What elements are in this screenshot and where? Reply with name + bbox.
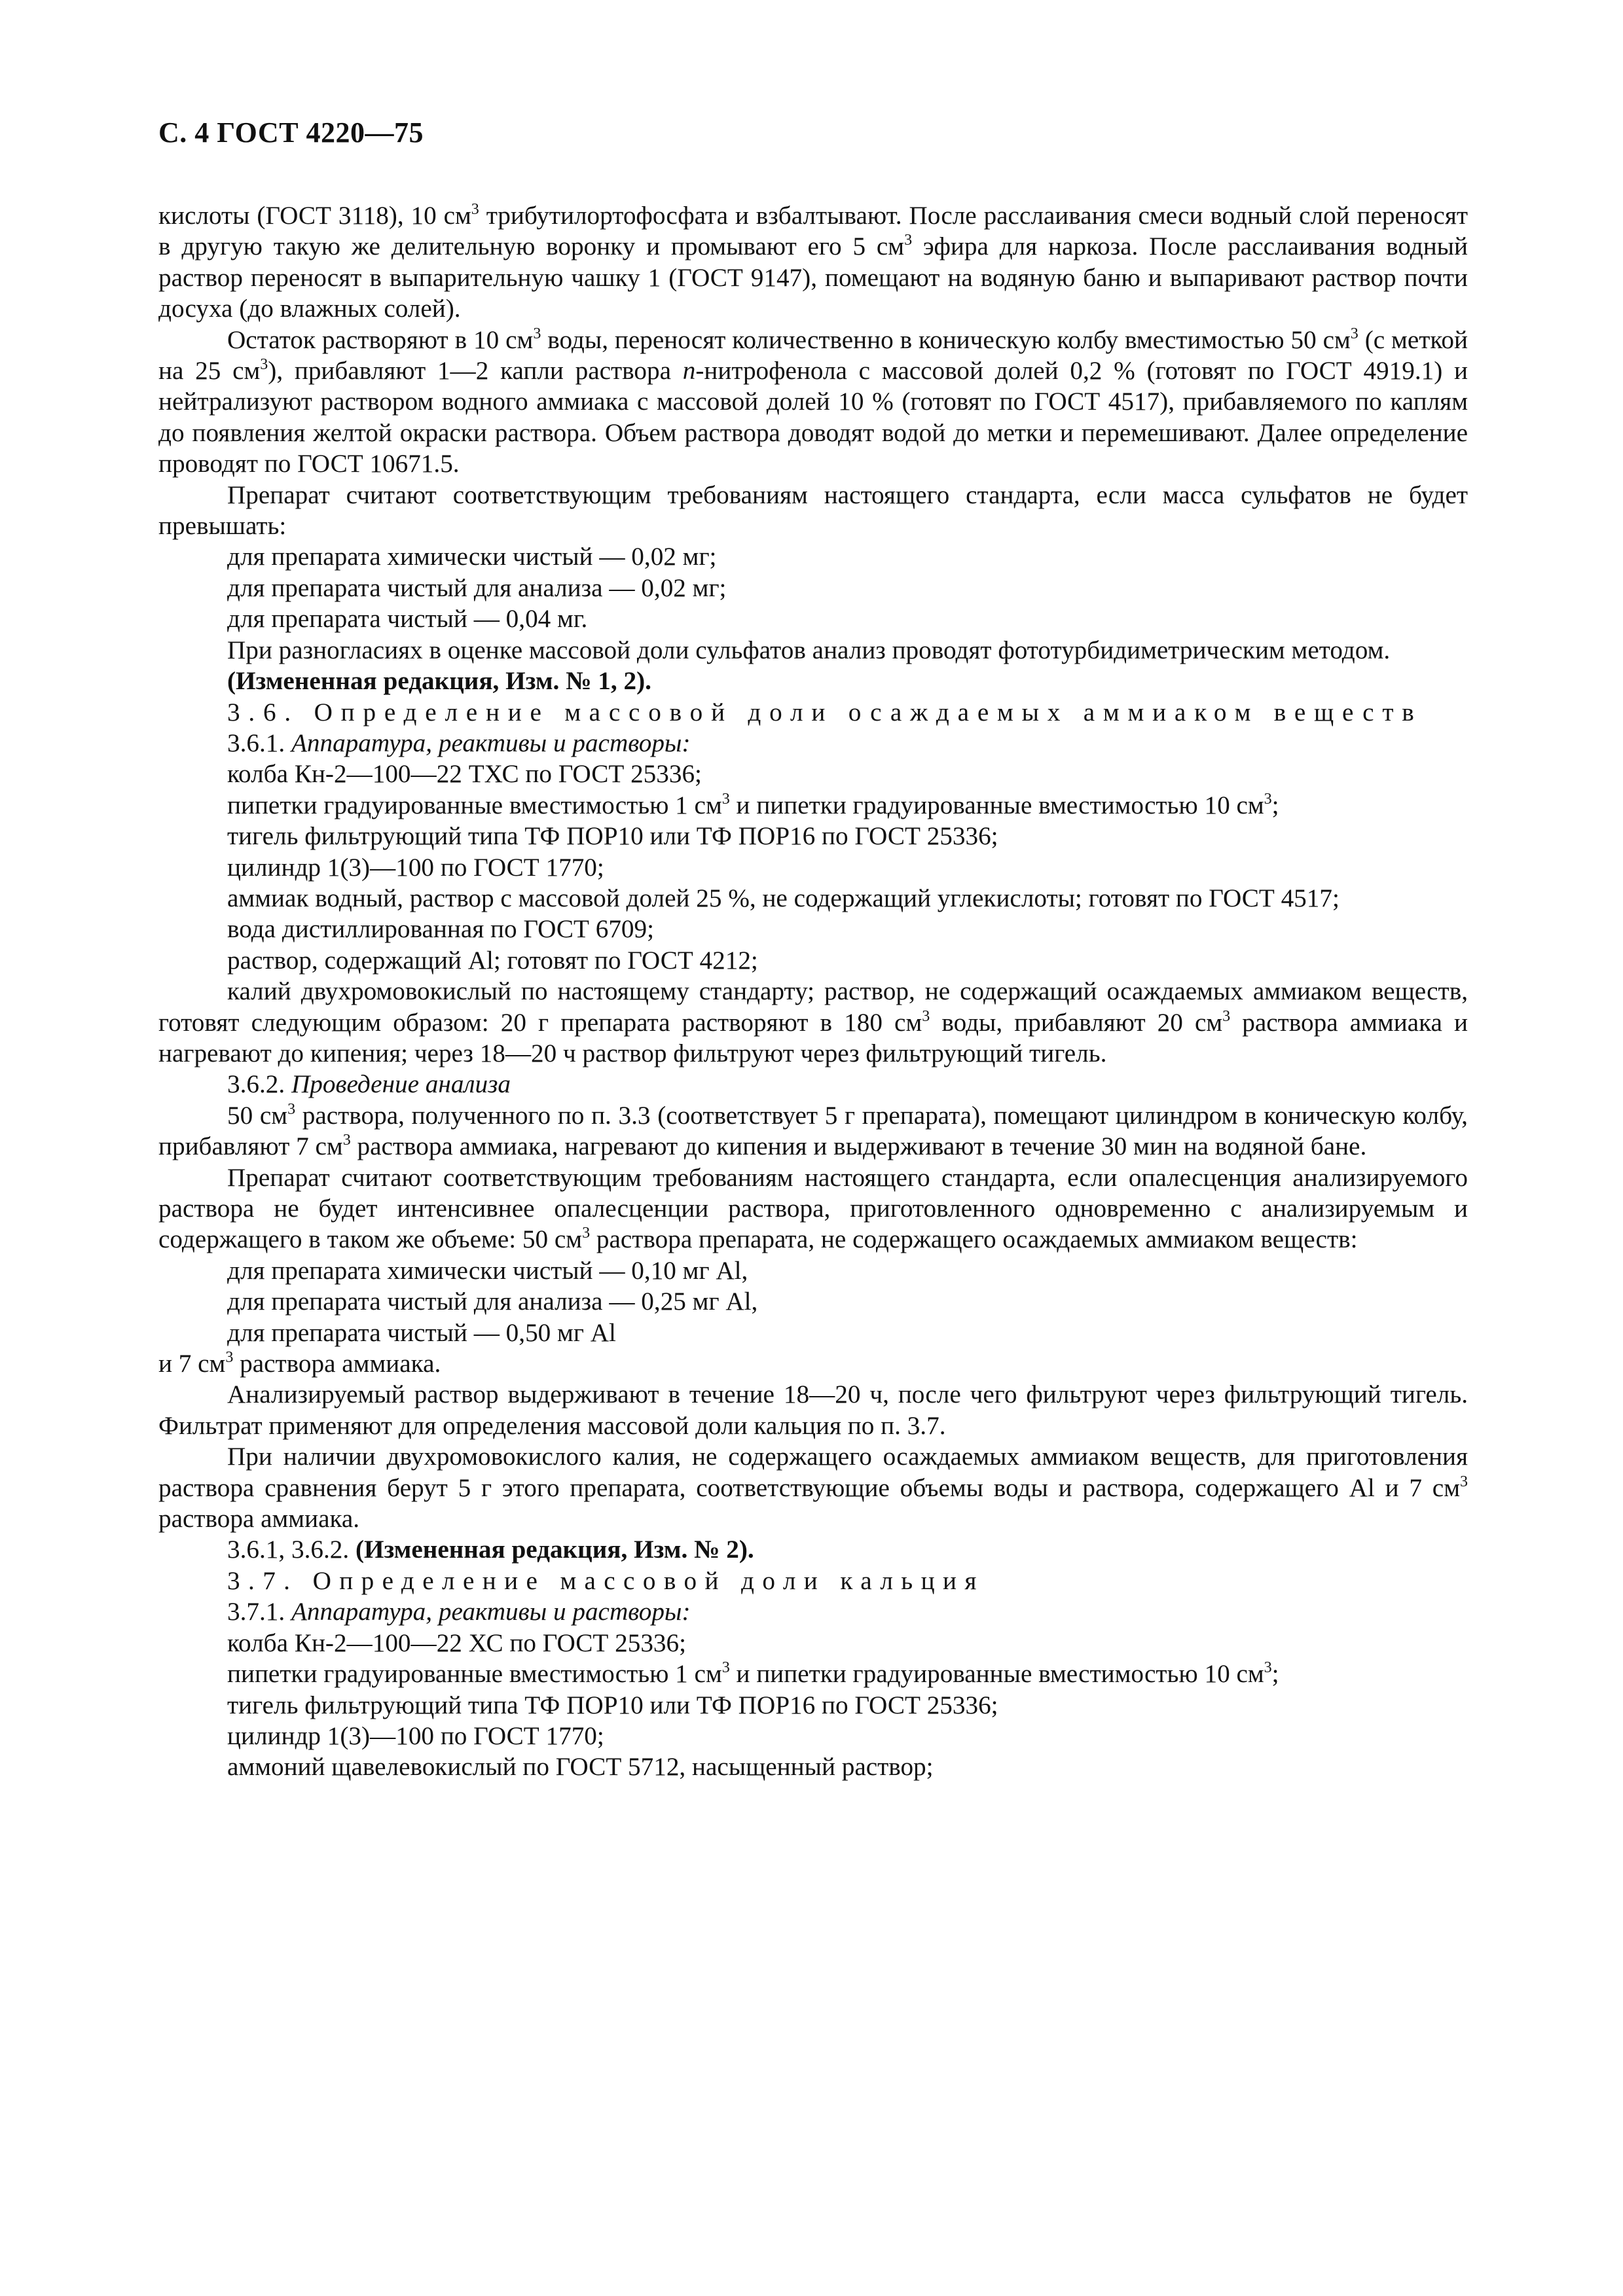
list-item: колба Кн-2—100—22 ХС по ГОСТ 25336; xyxy=(227,1628,686,1657)
paragraph-reference-solution: При наличии двухромовокислого калия, не содержащего осаждаемых аммиаком веществ, для приготовления раствора сравнения берут 5 г этого препарата, соответствующие объемы воды и раствора, содержащего Al и 7 $см^3$ раствора аммиака. xyxy=(158,1443,1468,1534)
list-item: аммоний щавелевокислый по ГОСТ 5712, насыщенный раствор; xyxy=(227,1753,934,1782)
list-item: для препарата химически чистый — 0,02 мг; xyxy=(227,543,717,571)
list-item: аммиак водный, раствор с массовой долей 25 %, не содержащий углекислоты; готовят по ГОСТ 4517; xyxy=(227,884,1340,912)
paragraph-residue: Остаток растворяют в 10 $см^3$ воды, переносят количественно в коническую колбу вместимостью 50 $см^3$ (с меткой на 25 $см^3$), прибавляют 1—2 капли раствора n-нитрофенола с массовой долей 0,2 % (готовят по ГОСТ 4919.1) и нейтрализуют раствором водного аммиака с массовой долей 10 % (готовят по ГОСТ 4517), прибавляемого по каплям до появления желтой окраски раствора. Объем раствора доводят водой до метки и перемешивают. Далее определение проводят по ГОСТ 10671.5. xyxy=(158,325,1468,478)
paragraph-sulfate-limit: Препарат считают соответствующим требованиям настоящего стандарта, если масса сульфатов не будет превышать: xyxy=(158,480,1468,541)
list-item: и 7 $см^3$ раствора аммиака. xyxy=(158,1349,441,1378)
amendment-note: 3.6.1, 3.6.2. (Измененная редакция, Изм. № 2). xyxy=(227,1535,754,1564)
amendment-note: (Измененная редакция, Изм. № 1, 2). xyxy=(227,667,651,696)
list-item: цилиндр 1(3)—100 по ГОСТ 1770; xyxy=(227,1721,604,1750)
paragraph-procedure: 50 $см^3$ раствора, полученного по п. 3.3 (соответствует 5 г препарата), помещают цилиндром в коническую колбу, прибавляют 7 $см^3$ раствора аммиака, нагревают до кипения и выдерживают в течение 30 мин на водяной бане. xyxy=(158,1100,1468,1161)
list-item: для препарата чистый для анализа — 0,25 мг Al, xyxy=(227,1287,758,1316)
section-heading-3-7: 3.7. Определение массовой доли кальция xyxy=(227,1566,985,1595)
list-item: пипетки градуированные вместимостью 1 $см^3$ и пипетки градуированные вместимостью 10 $см^3$; xyxy=(227,790,1279,819)
paragraph-extraction-continued: кислоты (ГОСТ 3118), 10 $см^3$ трибутилортофосфата и взбалтывают. После расслаивания смеси водный слой переносят в другую такую же делительную воронку и промывают его 5 $см^3$ эфира для наркоза. После расслаивания водный раствор переносят в выпарительную чашку 1 (ГОСТ 9147), помещают на водяную баню и выпаривают раствор почти досуха (до влажных солей). xyxy=(158,201,1468,323)
list-item: для препарата чистый для анализа — 0,02 мг; xyxy=(227,573,727,602)
list-item: колба Кн-2—100—22 ТХС по ГОСТ 25336; xyxy=(227,760,702,789)
paragraph-disagreement: При разногласиях в оценке массовой доли сульфатов анализ проводят фототурбидиметрическим методом. xyxy=(227,636,1391,664)
document-body xyxy=(158,200,1468,1783)
list-item: цилиндр 1(3)—100 по ГОСТ 1770; xyxy=(227,853,604,882)
paragraph-filtration: Анализируемый раствор выдерживают в течение 18—20 ч, после чего фильтруют через фильтрующий тигель. Фильтрат применяют для определения массовой доли кальция по п. 3.7. xyxy=(158,1380,1468,1440)
subsection-heading-3-6-1: 3.6.1. Аппаратура, реактивы и растворы: xyxy=(227,728,691,757)
page-header: С. 4 ГОСТ 4220—75 xyxy=(158,117,424,149)
paragraph-opalescence: Препарат считают соответствующим требованиям настоящего стандарта, если опалесценция анализируемого раствора не будет интенсивнее опалесценции раствора, приготовленного одновременно с анализируемым и содержащего в таком же объеме: 50 $см^3$ раствора препарата, не содержащего осаждаемых аммиаком веществ: xyxy=(158,1163,1468,1254)
subsection-heading-3-7-1: 3.7.1. Аппаратура, реактивы и растворы: xyxy=(227,1598,691,1626)
list-item: тигель фильтрующий типа ТФ ПОР10 или ТФ ПОР16 по ГОСТ 25336; xyxy=(227,1691,998,1719)
subsection-heading-3-6-2: 3.6.2. Проведение анализа xyxy=(227,1070,511,1099)
list-item: тигель фильтрующий типа ТФ ПОР10 или ТФ ПОР16 по ГОСТ 25336; xyxy=(227,822,998,851)
list-item: для препарата химически чистый — 0,10 мг Al, xyxy=(227,1256,748,1285)
section-heading-3-6: 3.6. Определение массовой доли осаждаемых аммиаком веществ xyxy=(227,698,1423,726)
list-item: пипетки градуированные вместимостью 1 $см^3$ и пипетки градуированные вместимостью 10 $см^3$; xyxy=(227,1659,1279,1689)
list-item: для препарата чистый — 0,04 мг. xyxy=(227,605,588,634)
list-item: калий двухромовокислый по настоящему стандарту; раствор, не содержащий осаждаемых аммиаком веществ, готовят следующим образом: 20 г препарата растворяют в 180 $см^3$ воды, прибавляют 20 $см^3$ раствора аммиака и нагревают до кипения; через 18—20 ч раствор фильтруют через фильтрующий тигель. xyxy=(158,977,1468,1067)
list-item: для препарата чистый — 0,50 мг Al xyxy=(227,1318,616,1347)
document-page xyxy=(158,117,1468,1783)
list-item: вода дистиллированная по ГОСТ 6709; xyxy=(227,915,654,944)
list-item: раствор, содержащий Al; готовят по ГОСТ 4212; xyxy=(227,946,758,975)
